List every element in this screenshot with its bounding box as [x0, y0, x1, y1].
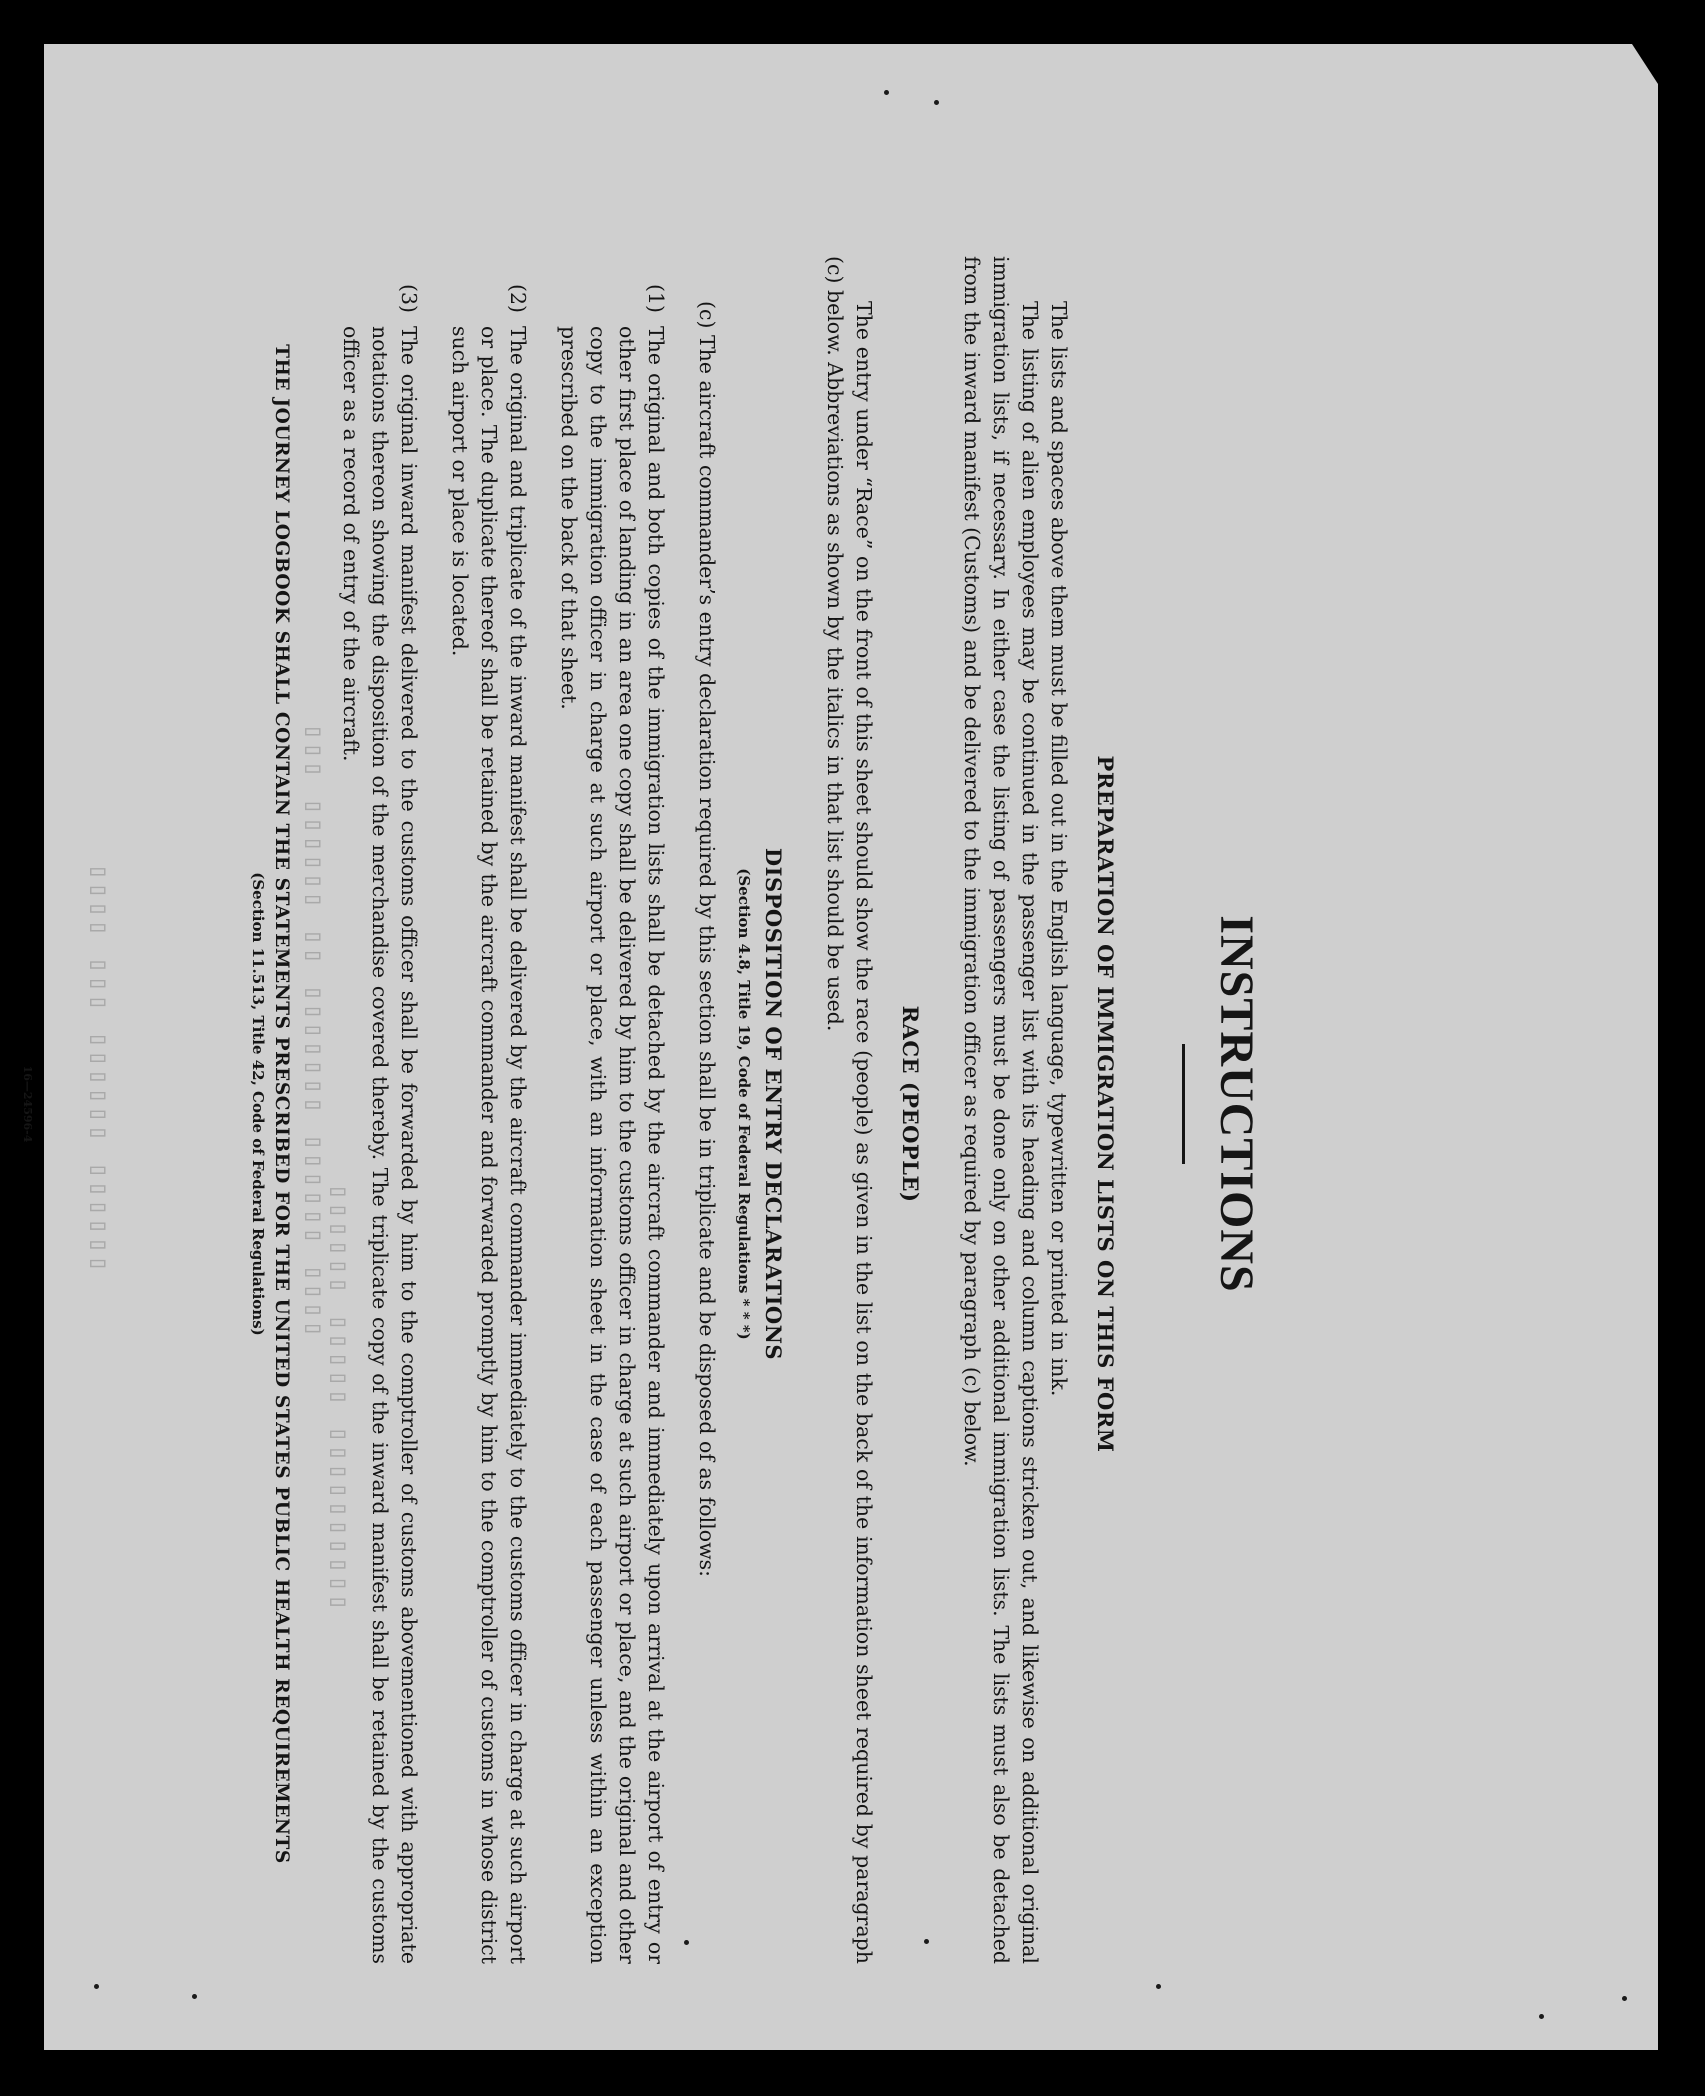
bleed-through-text: ▯▯▯ ▯▯▯▯▯▯ ▯▯ ▯▯▯▯▯▯▯ ▯▯▯▯▯▯ ▯▯▯▯: [299, 724, 329, 1340]
speck: [884, 90, 889, 95]
speck: [1156, 1984, 1161, 1989]
list-item-number: (2): [506, 284, 530, 314]
preparation-paragraph-1: The lists and spaces above them must be filled out in the English language, typewritten or printed in ink.: [1047, 301, 1071, 1397]
list-item-text: The original inward manifest delivered to the customs officer shall be forwarded by him to the comptroller of customs abovementioned with appropriate notations thereon showing the disposition of the merchandise covered thereby. The triplicate copy of the inward manifest shall be retained by the customs officer as a record of entry of the aircraft.: [339, 326, 421, 1964]
list-item-number: (3): [397, 284, 421, 314]
section-heading-race: RACE (PEOPLE): [898, 1005, 923, 1203]
footer-heading: THE JOURNEY LOGBOOK SHALL CONTAIN THE STATEMENTS PRESCRIBED FOR THE UNITED STATES PUBLIC HEALTH REQUIREMENTS: [271, 344, 292, 1864]
list-item: [445, 164, 532, 2044]
speck: [924, 1939, 929, 1944]
speck: [1622, 1996, 1627, 2001]
folded-corner: [1632, 44, 1658, 84]
speck: [934, 100, 939, 105]
page-title: INSTRUCTIONS: [1210, 915, 1263, 1293]
form-number: 16—24596-4: [21, 1065, 34, 1143]
speck: [192, 1994, 197, 1999]
preparation-paragraph-2: The listing of alien employees may be continued in the passenger list with its heading and column captions stricken out, and likewise on additional original immigration lists, if necessary. In either case the listing of passengers must be done only on other additional immigration lists. The lists must also be detached from the inward manifest (Customs) and be delivered to the immigration officer as required by paragraph (c) below.: [960, 256, 1042, 1964]
list-item: [554, 164, 670, 2044]
race-paragraph: The entry under “Race” on the front of this sheet should show the race (people) as given in the list on the back of the information sheet required by paragraph (c) below. Abbreviations as shown by the italics in that list should be used.: [823, 256, 876, 1964]
list-item-number: (1): [644, 284, 668, 314]
list-item-text: The original and both copies of the immigration lists shall be detached by the aircraft commander and immediately upon arrival at the airport of entry or other first place of landing in an area one copy shall be delivered by him to the customs officer in charge at such airport or place, and the original and other copy to the immigration officer in charge at such airport or place, with an information sheet in the case of each passenger unless within an exception prescribed on the back of that sheet.: [557, 326, 668, 1964]
section-heading-preparation: PREPARATION OF IMMIGRATION LISTS ON THIS FORM: [1093, 755, 1118, 1453]
document-page: [21, 44, 1658, 2050]
speck: [684, 1940, 689, 1945]
disposition-citation: (Section 4.8, Title 19, Code of Federal Regulations * * *): [735, 868, 753, 1340]
disposition-intro: (c) The aircraft commander’s entry declaration required by this section shall be in triplicate and be disposed of as follows:: [695, 301, 719, 1578]
rotated-content: [0, 164, 1434, 2044]
footer-citation: (Section 11.513, Title 42, Code of Federal Regulations): [249, 872, 267, 1336]
top-spacer: [1264, 164, 1434, 2044]
list-item: [336, 164, 423, 2044]
speck: [94, 1984, 99, 1989]
list-item-text: The original and triplicate of the inward manifest shall be delivered by the aircraft commander immediately to the customs officer in charge at such airport or place. The duplicate thereof shall be retained by the aircraft commander and forwarded promptly by him to the comptroller of customs in whose district such airport or place is located.: [448, 326, 530, 1964]
speck: [1539, 2014, 1544, 2019]
section-heading-disposition: DISPOSITION OF ENTRY DECLARATIONS: [761, 847, 786, 1361]
title-rule: [1182, 1044, 1185, 1164]
bleed-through-text: ▯▯▯▯▯▯ ▯▯▯▯▯ ▯▯▯▯▯▯▯▯▯▯: [324, 1184, 354, 1614]
bleed-through-text: ▯▯▯▯ ▯▯▯ ▯▯▯▯▯▯ ▯▯▯▯▯▯: [84, 864, 114, 1275]
